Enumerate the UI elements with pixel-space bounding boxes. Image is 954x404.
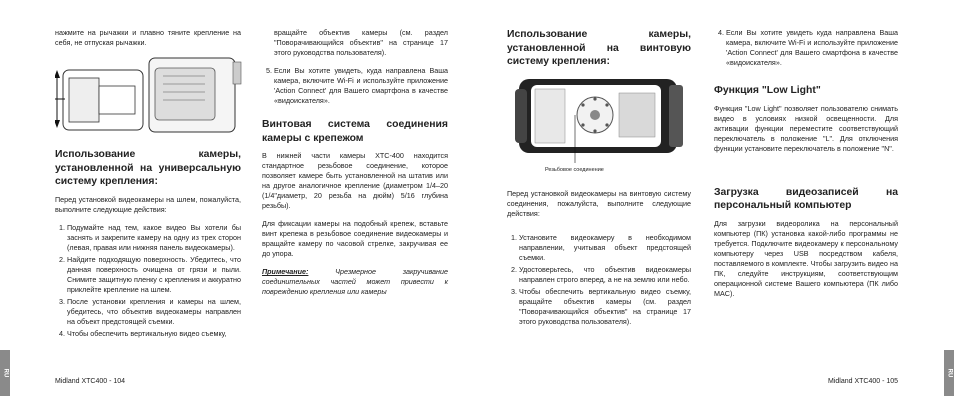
intro-text: нажмите на рычажки и плавно тяните крепление на себя, не отпуская рычажки.: [55, 28, 241, 47]
low-light-text: Функция "Low Light" позволяет пользователю снимать видео в условиях низкой освещенности. Для активации функции переместите соответствующий переключатель в положение "L". Для отключения функции установите переключатель в положение "N".: [714, 103, 898, 153]
right-column-1: [507, 28, 691, 329]
paragraph-1: В нижней части камеры XTC-400 находится стандартное резьбовое соединение, которое позволяет камере быть установленной на штатив или на другое аналогичное крепление (диаметром 1/4–20 (1/4"диаметр, 20 резьба на дюйм) 5/16 глубина резьбы).: [262, 151, 448, 210]
steps-list-continued: [714, 28, 898, 68]
upload-text: Для загрузки видеоролика на персональный компьютер (ПК) установка какой-либо программы не требуется. Подключите видеокамеру к персональному компьютеру через USB посредством кабеля, поставляемого в комплекте. Чтобы загрузить видео на ПК, следуйте инструкциям, соответствующим операционной системе Вашего компьютера (ПК либо MAC).: [714, 218, 898, 298]
list-item: 1. Установите видеокамеру в необходимом направлении, учитывая объект предстоящей съемки.: [519, 233, 691, 263]
heading-universal-mount: Использование камеры, установленной на универсальную систему крепления:: [55, 149, 241, 187]
right-column-2: [714, 28, 898, 307]
note: [262, 267, 448, 297]
language-tab-left: [0, 350, 10, 396]
page-footer-right: Midland XTC400 - 105: [828, 378, 899, 385]
list-item: 2. Найдите подходящую поверхность. Убедитесь, что данная поверхность очищена от грязи и пыли. Снимите защитную пленку с крепления и аккуратно приклейте крепление на шлем.: [67, 255, 241, 295]
steps-list: [507, 233, 691, 327]
list-item: 4. Если Вы хотите увидеть куда направлена Ваша камера, включите Wi-Fi и используйте приложение 'Action Connect' для Вашего смартфона в качестве «видоискателя».: [726, 28, 898, 68]
list-item: 5. Если Вы хотите увидеть, куда направлена Ваша камера, включите Wi-Fi и используйте приложение 'Action Connect' для Вашего смартфона в качестве «видоискателя».: [274, 66, 448, 106]
steps-list-continued: [262, 66, 448, 106]
heading-screw-mount-use: Использование камеры, установленной на винтовую систему крепления:: [507, 29, 691, 67]
mount-illustration: [55, 56, 241, 136]
page-footer-left: Midland XTC400 - 104: [55, 378, 126, 385]
note-text: Чрезмерное закручивание соединительных частей может привести к повреждению крепления или камеры: [262, 267, 448, 296]
list-item: 4. Чтобы обеспечить вертикальную видео съемку,: [67, 329, 241, 339]
tab-label: RU: [1, 368, 8, 378]
steps-list: [55, 223, 241, 339]
continue-text: вращайте объектив камеры (см. раздел "Поворачивающийся объектив" на странице 17 этого руководства пользователя).: [274, 28, 448, 57]
figure-caption: Резьбовое соединение: [545, 166, 604, 173]
language-tab-right: [944, 350, 954, 396]
list-item: 3. После установки крепления и камеры на шлем, убедитесь, что объектив видеокамеры направлен на объект предстоящей съемки.: [67, 297, 241, 327]
left-column-2: [262, 28, 448, 305]
paragraph-2: Для фиксации камеры на подобный крепеж, вставьте винт крепежа в резьбовое соединение видеокамеры и вращайте камеру по часовой стрелке, закручивая ее до упора.: [262, 219, 448, 258]
list-item: 3. Чтобы обеспечить вертикальную видео съемку, вращайте объектив камеры (см. раздел "Поворачивающийся объектив" на странице 17 этого руководства пользователя).: [519, 287, 691, 327]
left-column-1: [55, 28, 241, 341]
camera-bottom-figure: [507, 75, 691, 171]
list-item: 1. Подумайте над тем, какое видео Вы хотели бы заснять и закрепите камеру на одну из трех сторон (левая, правая или нижняя панель видеокамеры).: [67, 223, 241, 253]
heading-low-light: Функция "Low Light": [714, 85, 821, 96]
lead-text: Перед установкой видеокамеры на шлем, пожалуйста, выполните следующие действия:: [55, 194, 241, 214]
heading-screw-mount: Винтовая система соединения камеры с крепежом: [262, 119, 448, 144]
tab-label: RU: [945, 368, 952, 378]
lead-text: Перед установкой видеокамеры на винтовую систему соединения, пожалуйста, выполните следующие действия:: [507, 188, 691, 218]
heading-upload: Загрузка видеозаписей на персональный компьютер: [714, 186, 898, 211]
note-label: Примечание:: [262, 267, 309, 276]
list-item: 2. Удостоверьтесь, что объектив видеокамеры направлен строго вперед, а не на землю или небо.: [519, 265, 691, 285]
